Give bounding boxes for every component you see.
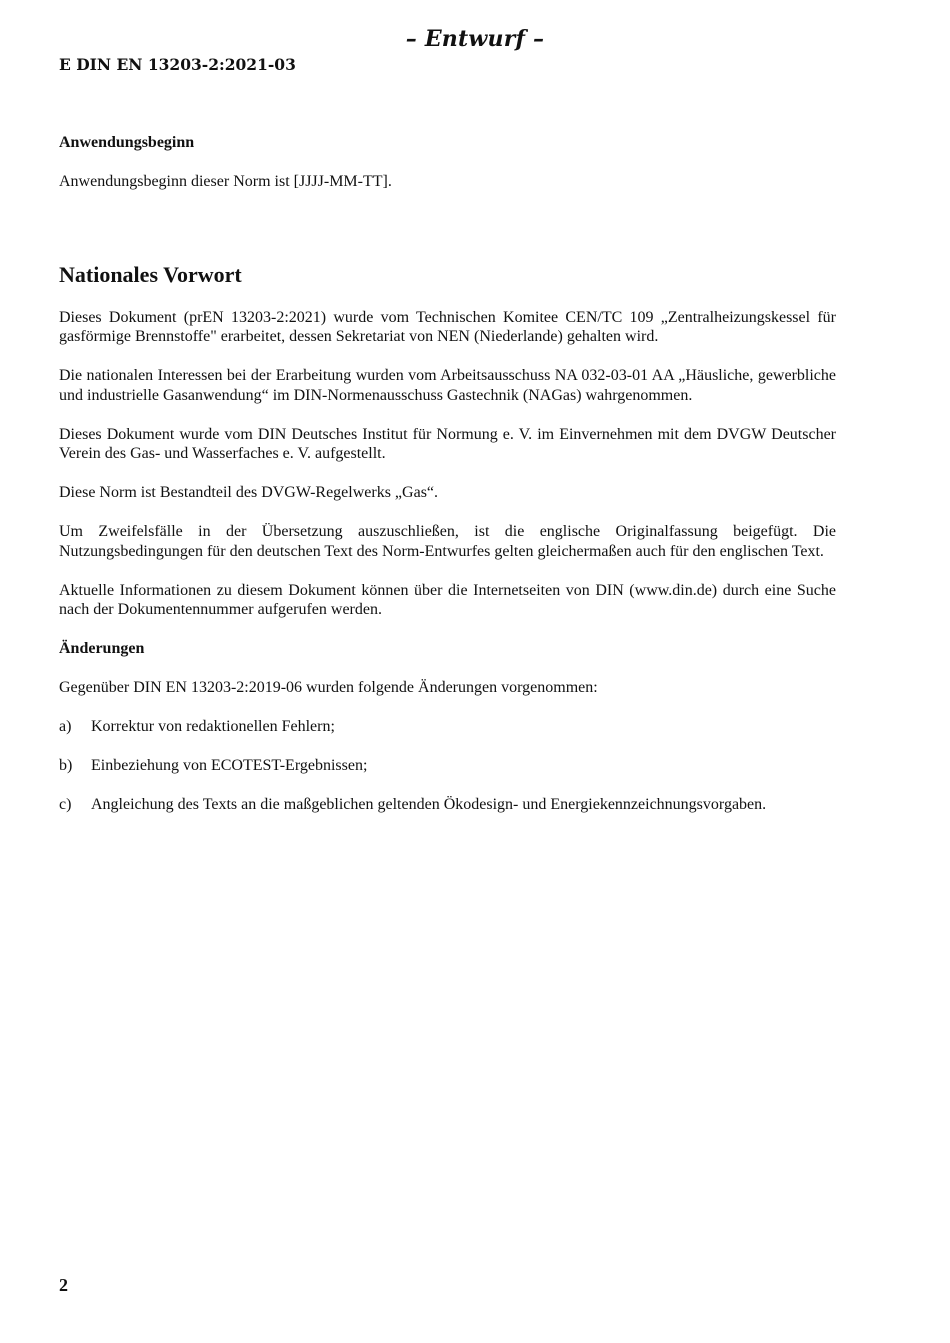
changes-intro: Gegenüber DIN EN 13203-2:2019-06 wurden folgende Änderungen vorgenommen: (59, 679, 598, 696)
foreword-paragraph: Die nationalen Interessen bei der Erarbeitung wurden vom Arbeitsausschuss NA 032-03-01 AA „Häusliche, gewerbliche und industrielle Gasanwendung“ im DIN-Normenausschuss Gastechnik (NAGas) wahrgenommen. (59, 367, 836, 404)
list-marker: b) (59, 757, 73, 774)
changes-list (59, 717, 836, 815)
page-number: 2 (59, 1275, 68, 1295)
application-text: Anwendungsbeginn dieser Norm ist [JJJJ-MM-TT]. (59, 173, 392, 190)
application-heading: Anwendungsbeginn (59, 134, 195, 151)
list-item-text: Korrektur von redaktionellen Fehlern; (91, 718, 335, 735)
foreword-paragraph: Dieses Dokument (prEN 13203-2:2021) wurde vom Technischen Komitee CEN/TC 109 „Zentralheizungskessel für gasförmige Brennstoffe" erarbeitet, dessen Sekretariat von NEN (Niederlande) gehalten wird. (59, 308, 836, 345)
draft-watermark: – Entwurf – (405, 26, 545, 52)
foreword-title: Nationales Vorwort (59, 261, 242, 287)
list-marker: a) (59, 718, 72, 735)
document-body (59, 133, 836, 834)
foreword-paragraph: Aktuelle Informationen zu diesem Dokument können über die Internetseiten von DIN (www.din.de) durch eine Suche nach der Dokumentennummer aufgerufen werden. (59, 581, 836, 618)
list-marker: c) (59, 796, 72, 813)
foreword-paragraph: Diese Norm ist Bestandteil des DVGW-Regelwerks „Gas“. (59, 484, 439, 501)
list-item-text: Angleichung des Texts an die maßgeblichen geltenden Ökodesign- und Energiekennzeichnungsvorgaben. (91, 796, 767, 813)
list-item (59, 795, 836, 815)
foreword-paragraph: Dieses Dokument wurde vom DIN Deutsches Institut für Normung e. V. im Einvernehmen mit dem DVGW Deutscher Verein des Gas- und Wasserfaches e. V. aufgestellt. (59, 425, 836, 462)
list-item (59, 756, 836, 776)
changes-heading: Änderungen (59, 640, 145, 657)
list-item (59, 717, 836, 737)
document-id: E DIN EN 13203-2:2021-03 (59, 55, 296, 74)
list-item-text: Einbeziehung von ECOTEST-Ergebnissen; (91, 757, 368, 774)
foreword-paragraph: Um Zweifelsfälle in der Übersetzung auszuschließen, ist die englische Originalfassung beigefügt. Die Nutzungsbedingungen für den deutschen Text des Norm-Entwurfes gelten gleichermaßen auch für den englischen Text. (59, 523, 836, 560)
